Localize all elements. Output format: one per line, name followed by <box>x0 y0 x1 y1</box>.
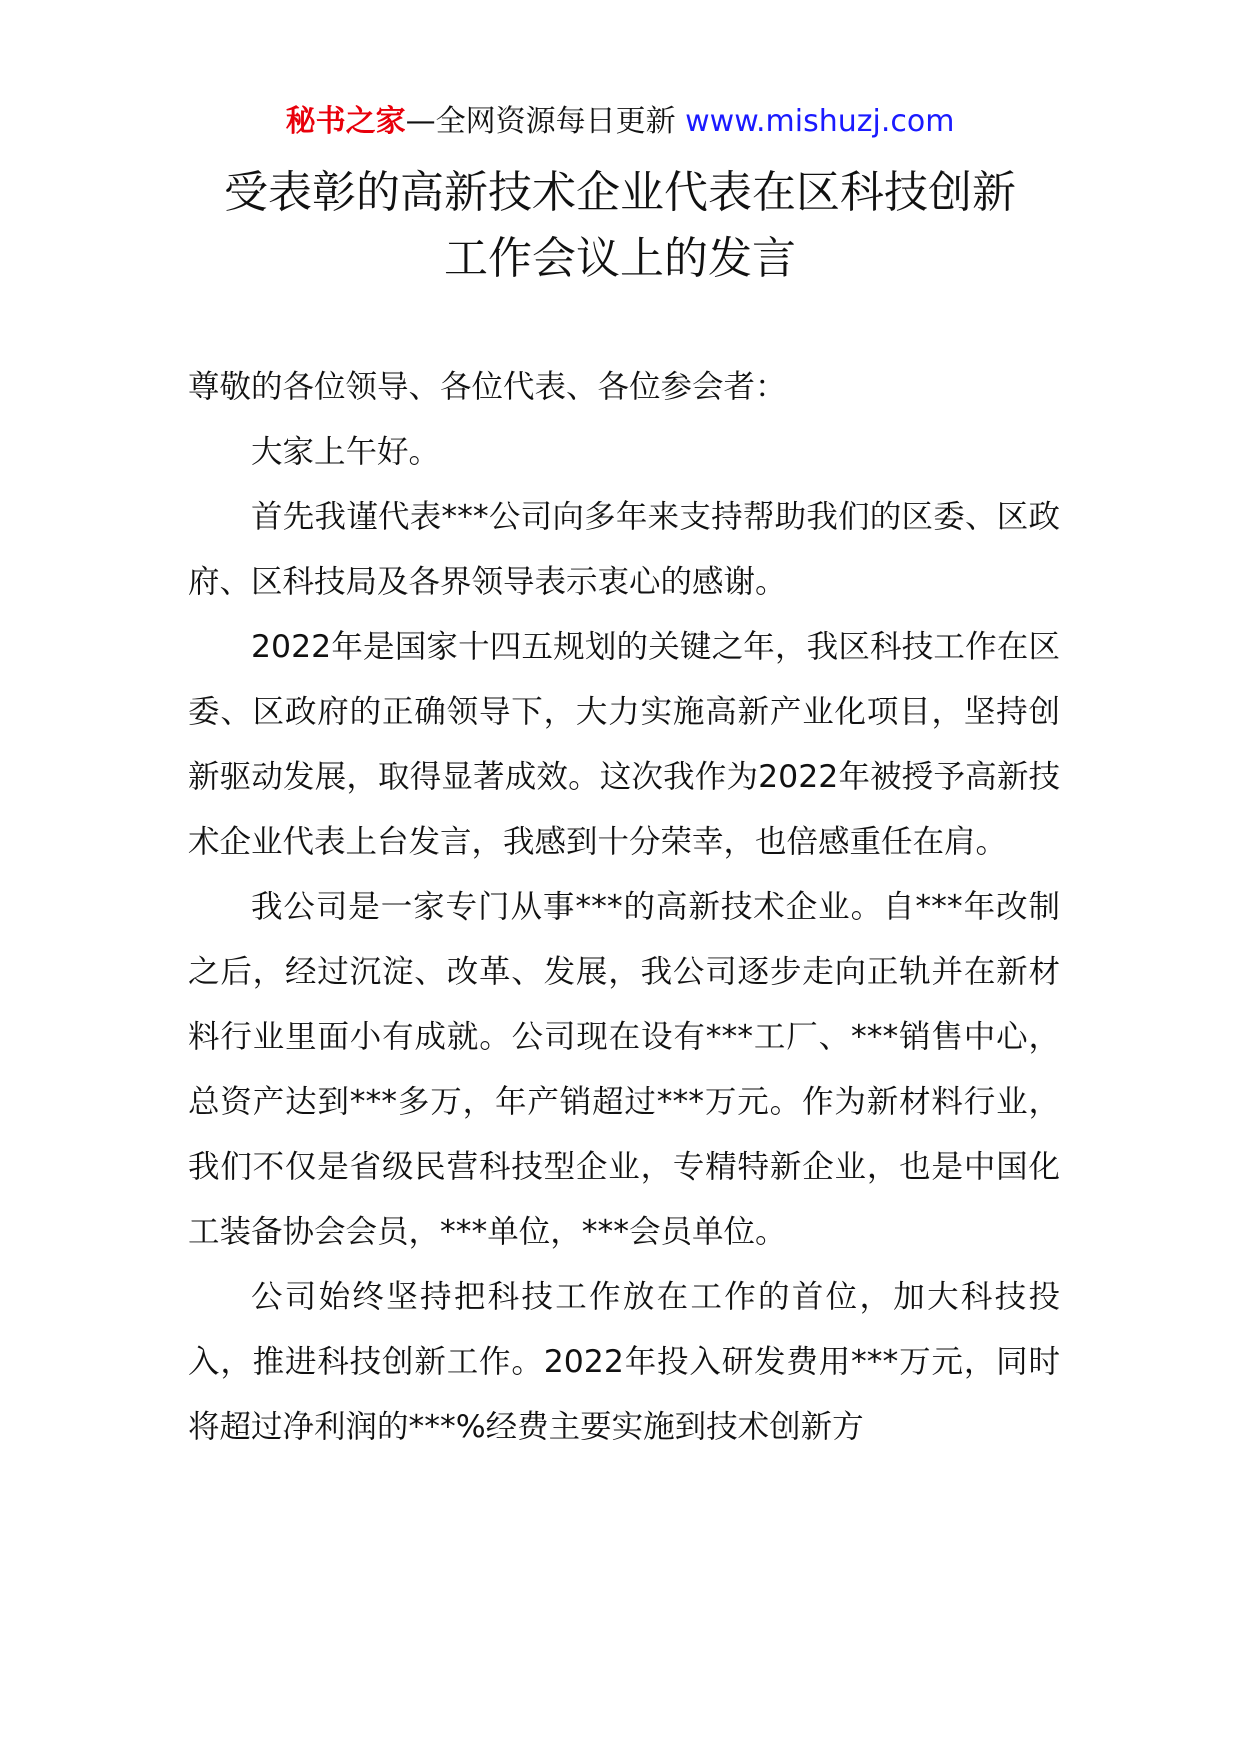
document-body <box>188 355 1060 1460</box>
document-title-line-2: 工作会议上的发言 <box>444 233 796 284</box>
site-brand: 秘书之家 <box>285 104 406 139</box>
paragraph-greeting: 大家上午好。 <box>251 434 441 470</box>
paragraph-2022-context: 2022年是国家十四五规划的关键之年，我区科技工作在区委、区政府的正确领导下，大力实施高新产业化项目，坚持创新驱动发展，取得显著成效。这次我作为2022年被授予高新技术企业代表上台发言，我感到十分荣幸，也倍感重任在肩。 <box>188 629 1060 860</box>
paragraph-tech-investment: 公司始终坚持把科技工作放在工作的首位，加大科技投入，推进科技创新工作。2022年投入研发费用***万元，同时将超过净利润的***%经费主要实施到技术创新方 <box>188 1279 1060 1445</box>
site-header <box>0 100 1240 144</box>
paragraph-company-intro: 我公司是一家专门从事***的高新技术企业。自***年改制之后，经过沉淀、改革、发展，我公司逐步走向正轨并在新材料行业里面小有成就。公司现在设有***工厂、***销售中心，总资产达到***多万，年产销超过***万元。作为新材料行业，我们不仅是省级民营科技型企业，专精特新企业，也是中国化工装备协会会员，***单位，***会员单位。 <box>188 889 1060 1250</box>
site-url-link[interactable]: www.mishuzj.com <box>685 104 955 139</box>
site-slogan: —全网资源每日更新 <box>405 104 686 139</box>
document-title <box>0 160 1240 292</box>
salutation: 尊敬的各位领导、各位代表、各位参会者： <box>188 369 787 405</box>
document-title-line-1: 受表彰的高新技术企业代表在区科技创新 <box>224 167 1016 218</box>
paragraph-thanks: 首先我谨代表***公司向多年来支持帮助我们的区委、区政府、区科技局及各界领导表示衷心的感谢。 <box>188 499 1060 600</box>
